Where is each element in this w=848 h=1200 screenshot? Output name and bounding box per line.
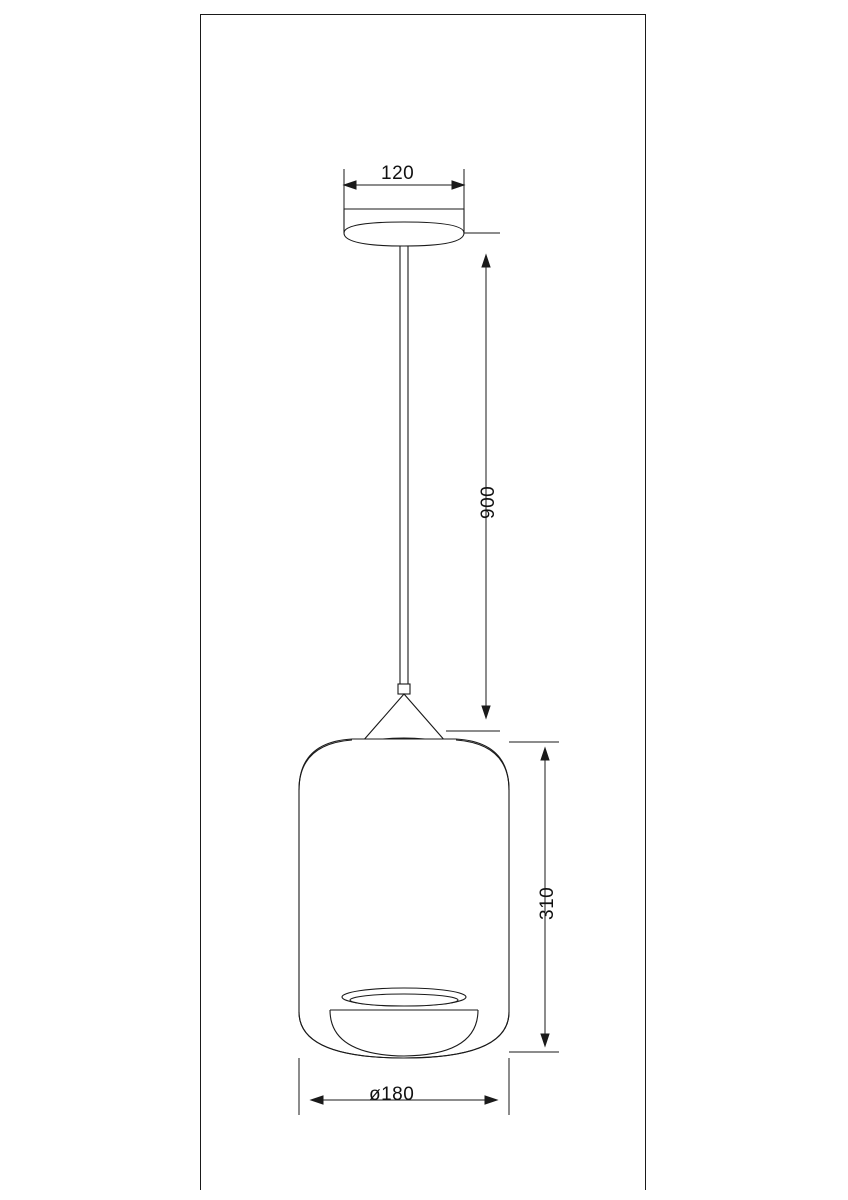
dim-label-canopy-width: 120 [381,163,415,184]
dim-suspension-height [446,233,500,731]
dim-label-suspension-height: 900 [478,485,499,519]
dim-label-shade-height: 310 [537,886,558,920]
shade-cap [362,694,446,742]
diffuser-ring [342,988,466,1006]
cable-gland [398,684,410,694]
dim-label-shade-diameter: ø180 [369,1084,415,1105]
suspension-cable [400,246,408,690]
ceiling-canopy [344,209,464,246]
